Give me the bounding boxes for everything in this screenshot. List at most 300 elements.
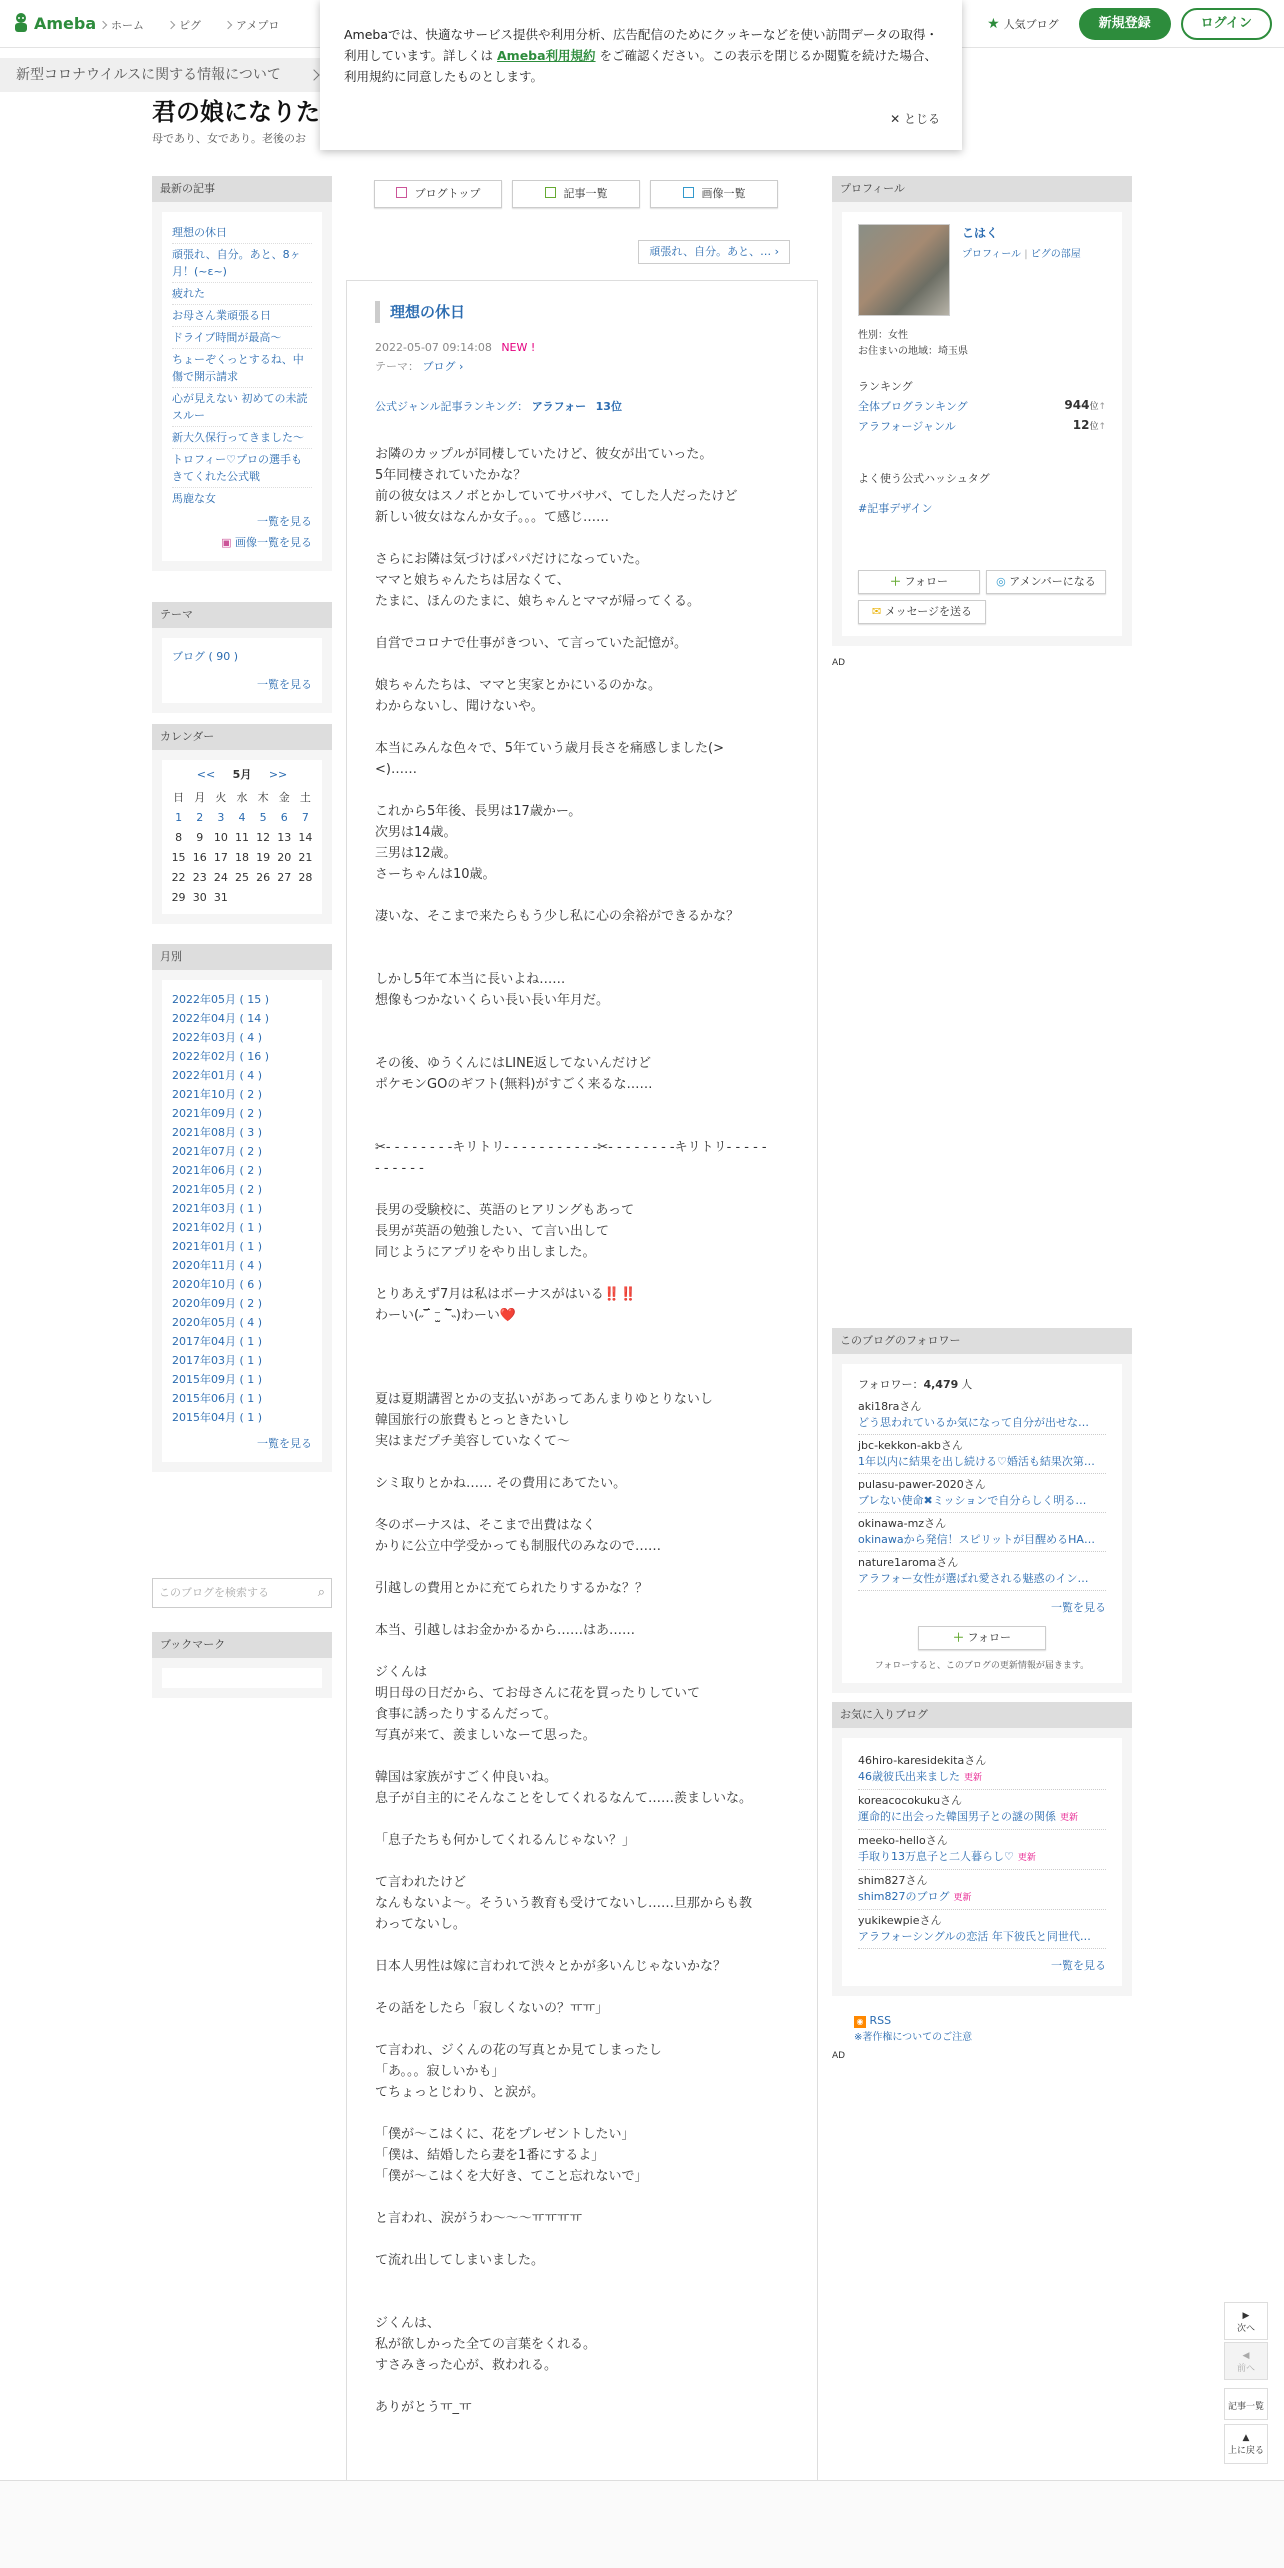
month-archive-link[interactable]: 2021年05月 ( 2 )	[172, 1183, 263, 1196]
calendar-day: 31	[213, 891, 228, 904]
blog-owner-name: shim827さん	[858, 1874, 928, 1887]
blog-owner-name: pulasu-pawer-2020さん	[858, 1478, 986, 1491]
amember-label: アメンバーになる	[1009, 575, 1096, 588]
triangle-left-icon: ◀	[1242, 2351, 1250, 2361]
article-paragraph: 自営でコロナで仕事がきつい、て言っていた記憶が。	[375, 636, 688, 651]
article-paragraph: て流れ出してしまいました。	[375, 2253, 545, 2268]
bookmark-heading: ブックマーク	[152, 1632, 332, 1658]
plus-icon: ＋	[953, 1631, 965, 1644]
blog-title-link[interactable]: ブレない使命✖ミッションで自分らしく明る…	[858, 1494, 1087, 1507]
blog-top-label: ブログトップ	[414, 187, 481, 200]
followers-more-link[interactable]: 一覧を見る	[1051, 1601, 1106, 1614]
article-paragraph	[375, 885, 789, 906]
calendar-day: 20	[277, 851, 292, 864]
blog-title-link[interactable]: shim827のブログ 更新	[858, 1890, 972, 1903]
theme-more-link[interactable]: 一覧を見る	[257, 678, 312, 691]
nav-pigg[interactable]: ピグ	[168, 17, 201, 33]
blog-owner-name: nature1aromaさん	[858, 1556, 959, 1569]
blog-nav-buttons	[334, 180, 818, 208]
blog-list-item[interactable]	[858, 1870, 1106, 1910]
login-button[interactable]: ログイン	[1181, 8, 1272, 40]
month-archive-item[interactable]	[172, 1370, 312, 1389]
calendar-weekday: 木	[257, 791, 269, 804]
calendar-day: 13	[277, 831, 292, 844]
month-archive-item[interactable]	[172, 1066, 312, 1085]
update-badge: 更新	[964, 1773, 983, 1783]
article-paragraph: 日本人男性は嫁に言われて渋々とかが多いんじゃないかな？	[375, 1959, 727, 1974]
calendar-day: 18	[234, 851, 249, 864]
article-paragraph	[375, 2292, 789, 2313]
article-paragraph: てちょっとじわり、と涙が。	[375, 2085, 545, 2100]
article-paragraph	[375, 1368, 789, 1389]
image-list-label: 画像一覧	[701, 187, 746, 200]
article-paragraph: 長男が英語の勉強したい、て言い出して	[375, 1224, 610, 1239]
recent-more-link[interactable]: 一覧を見る	[257, 515, 312, 528]
rss-link[interactable]: RSS	[869, 2014, 892, 2027]
update-badge: 更新	[1017, 1853, 1036, 1863]
calendar-day: 21	[298, 851, 313, 864]
article-paragraph	[375, 2103, 789, 2124]
article-paragraph: て言われ、ジくんの花の写真とか見てしまったし	[375, 2043, 662, 2058]
search-icon[interactable]: ⌕	[317, 1585, 325, 1600]
blog-title-link[interactable]: okinawaから発信！スピリットが目醒めるHA…	[858, 1533, 1095, 1546]
overall-ranking-value: 944	[1064, 398, 1090, 412]
blog-title-link[interactable]: 1年以内に結果を出し続ける♡婚活も結果次第…	[858, 1455, 1095, 1468]
overall-ranking-link[interactable]: 全体ブログランキング	[858, 400, 968, 413]
calendar-next-link[interactable]: >>	[268, 768, 288, 781]
article-paragraph	[375, 780, 789, 801]
profile-box: プロフィール こはく プロフィール | ピグの部屋 性別：女性 お住まいの地域：埼玉県 ランキング 全体ブログランキング 944位↑ アラフォージャンル 12位↑ よく使う公式ハッシュタグ #記事デザイン ＋ フォロー ◎ アメンバーになる ✉ メッセージを送る AD	[832, 176, 1132, 668]
article-paragraph	[375, 1326, 789, 1347]
followers-label: フォロワー：	[858, 1378, 924, 1391]
article-paragraph: 5年同棲されていたかな？	[375, 468, 527, 483]
month-archive-item[interactable]	[172, 1085, 312, 1104]
article-paragraph	[375, 927, 789, 948]
article-paragraph: すさみきった心が、救われる。	[375, 2358, 558, 2373]
theme-heading: テーマ	[152, 602, 332, 628]
article-paragraph: 韓国は家族がすごく仲良いね。	[375, 1770, 558, 1785]
month-archive-item[interactable]	[172, 990, 312, 1009]
blog-owner-name: yukikewpieさん	[858, 1914, 942, 1927]
prev-article-side-button[interactable]	[1224, 2342, 1268, 2380]
article-paragraph: 息子が自主的にそんなことをしてくれるなんて……羨ましいな。	[375, 1791, 753, 1806]
triangle-right-icon: ▶	[1242, 2311, 1250, 2321]
blog-list-item[interactable]	[858, 1750, 1106, 1790]
month-archive-link[interactable]: 2021年10月 ( 2 )	[172, 1088, 263, 1101]
favorite-blogs-list	[858, 1750, 1106, 1949]
genre-ranking-genre: アラフォー	[531, 400, 587, 413]
blog-title-link[interactable]: アラフォーシングルの恋活 年下彼氏と同世代…	[858, 1930, 1091, 1943]
month-archive-item[interactable]	[172, 1180, 312, 1199]
calendar-heading: カレンダー	[152, 724, 332, 750]
calendar-day: 19	[256, 851, 271, 864]
hashtag-link[interactable]: #記事デザイン	[858, 502, 933, 515]
article-paragraph: 夏は夏期講習とかの支払いがあってあんまりゆとりないし	[375, 1392, 713, 1407]
home-icon	[396, 187, 407, 198]
theme-link-blog[interactable]: ブログ ( 90 )	[172, 650, 239, 663]
month-archive-item[interactable]	[172, 1009, 312, 1028]
recent-article-link[interactable]: トロフィー♡プロの選手もきてくれた公式戦	[172, 453, 302, 483]
blog-list-item[interactable]	[858, 1790, 1106, 1830]
logo-text: Ameba	[34, 13, 97, 33]
recent-article-item[interactable]	[172, 305, 312, 327]
calendar-prev-link[interactable]: <<	[196, 768, 216, 781]
article-paragraph	[375, 2229, 789, 2250]
month-archive-link[interactable]: 2021年07月 ( 2 )	[172, 1145, 263, 1158]
favorite-blogs-box	[832, 1702, 1132, 2061]
month-archive-item[interactable]	[172, 1161, 312, 1180]
profile-heading: プロフィール	[832, 176, 1132, 202]
month-archive-link[interactable]: 2015年04月 ( 1 )	[172, 1411, 263, 1424]
blog-title-link[interactable]: アラフォー女性が選ばれ愛される魅惑のイン…	[858, 1572, 1089, 1585]
article-paragraph: わってないし。	[375, 1917, 466, 1932]
article-paragraph	[375, 1095, 789, 1116]
blog-list-item[interactable]	[858, 1552, 1106, 1591]
fav-more-link[interactable]: 一覧を見る	[1051, 1959, 1106, 1972]
blog-owner-name: meeko-helloさん	[858, 1834, 948, 1847]
calendar-day: 24	[213, 871, 228, 884]
article-paragraph: 私が欲しかった全ての言葉をくれる。	[375, 2337, 597, 2352]
article-date	[375, 341, 789, 354]
ameba-mascot-icon	[12, 12, 30, 34]
month-archive-item[interactable]	[172, 1047, 312, 1066]
followers-unit: 人	[961, 1378, 973, 1391]
follow-button[interactable]	[858, 570, 980, 594]
calendar-weekday: 火	[215, 791, 227, 804]
article-paragraph: お隣のカップルが同棲していたけど、彼女が出ていった。	[375, 447, 713, 462]
month-archive-item[interactable]	[172, 1332, 312, 1351]
recent-article-item[interactable]	[172, 427, 312, 449]
month-archive-item[interactable]	[172, 1408, 312, 1427]
article-paragraph	[375, 1011, 789, 1032]
popular-blog-label: 人気ブログ	[1003, 18, 1059, 31]
month-archive-link[interactable]: 2017年03月 ( 1 )	[172, 1354, 263, 1367]
plus-icon: ＋	[890, 575, 901, 588]
recent-article-item[interactable]	[172, 244, 312, 283]
blog-list-item[interactable]	[858, 1474, 1106, 1513]
article-paragraph	[375, 1032, 789, 1053]
recent-articles-list	[172, 222, 312, 509]
article-paragraph	[375, 1599, 789, 1620]
ranking-heading: ランキング	[858, 380, 913, 393]
article-datetime: 2022-05-07 09:14:08	[375, 341, 492, 354]
genre-ranking-link[interactable]: アラフォージャンル	[858, 420, 956, 433]
recent-article-item[interactable]	[172, 222, 312, 244]
month-archive-link[interactable]: 2015年06月 ( 1 )	[172, 1392, 263, 1405]
blog-title-link[interactable]: 46歳彼氏出来ました 更新	[858, 1770, 983, 1783]
side-top-label: 上に戻る	[1227, 2446, 1264, 2456]
recent-article-link[interactable]: ドライブ時間が最高〜	[172, 331, 282, 344]
month-archive-link[interactable]: 2020年11月 ( 4 )	[172, 1259, 263, 1272]
article-paragraph: ママと娘ちゃんたちは居なくて、	[375, 573, 570, 588]
month-archive-item[interactable]	[172, 1104, 312, 1123]
month-archive-link[interactable]: 2022年03月 ( 4 )	[172, 1031, 263, 1044]
article-paragraph: 「僕が〜こはくに、花をプレゼントしたい」	[375, 2127, 635, 2142]
profile-link[interactable]: プロフィール	[962, 249, 1021, 260]
month-archive-item[interactable]	[172, 1218, 312, 1237]
profile-avatar[interactable]	[858, 224, 950, 316]
follower-list	[858, 1396, 1106, 1591]
article-paragraph	[375, 528, 789, 549]
article-list-button[interactable]	[512, 180, 640, 208]
article-paragraph: - - - - - -	[375, 1161, 424, 1176]
article-list-side-button[interactable]	[1224, 2388, 1268, 2420]
update-badge: 更新	[953, 1893, 972, 1903]
recent-article-item[interactable]	[172, 449, 312, 488]
recent-article-link[interactable]: 理想の休日	[172, 226, 227, 239]
calendar-day: 16	[192, 851, 207, 864]
article-paragraph: たまに、ほんのたまに、娘ちゃんとママが帰ってくる。	[375, 594, 701, 609]
blog-search-input[interactable]	[152, 1578, 332, 1608]
genre-ranking[interactable]	[375, 398, 789, 414]
article-paragraph: 本当にみんな色々で、5年ていう歳月長さを痛感しました(>	[375, 741, 724, 756]
month-archive-item[interactable]	[172, 1199, 312, 1218]
article-paragraph: ジくんは	[375, 1665, 428, 1680]
cookie-notice	[320, 0, 962, 150]
ad-label-2: AD	[832, 2051, 846, 2061]
calendar-day: 28	[298, 871, 313, 884]
covid-info-banner[interactable]: 新型コロナウイルスに関する情報について	[0, 58, 330, 92]
month-archive-item[interactable]	[172, 1351, 312, 1370]
recent-article-link[interactable]: 疲れた	[172, 287, 205, 300]
message-button[interactable]	[858, 600, 986, 624]
blog-title[interactable]: 君の娘になりた	[152, 97, 320, 126]
side-next-label: 次へ	[1236, 2324, 1255, 2334]
blog-list-item[interactable]	[858, 1396, 1106, 1435]
article-paragraph: 娘ちゃんたちは、ママと実家とかにいるのかな。	[375, 678, 662, 693]
calendar-day[interactable]: 2	[196, 811, 204, 824]
article-paragraph: 本当、引越しはお金かかるから……はあ……	[375, 1623, 636, 1638]
bookmark-box	[152, 1632, 332, 1698]
month-archive-item[interactable]	[172, 1275, 312, 1294]
article-theme	[375, 358, 789, 374]
month-archive-item[interactable]	[172, 1256, 312, 1275]
month-archive-link[interactable]: 2022年05月 ( 15 )	[172, 993, 270, 1006]
recent-article-link[interactable]: 馬鹿な女	[172, 492, 216, 505]
article-paragraph	[375, 2019, 789, 2040]
calendar-day[interactable]: 1	[175, 811, 183, 824]
calendar-day: 25	[234, 871, 249, 884]
cookie-close-button[interactable]	[890, 109, 940, 130]
recent-article-item[interactable]	[172, 327, 312, 349]
calendar-weekday: 土	[299, 791, 311, 804]
recent-article-item[interactable]	[172, 283, 312, 305]
calendar-day[interactable]: 7	[301, 811, 309, 824]
article-title[interactable]: 理想の休日	[375, 301, 789, 323]
blog-owner-name: jbc-kekkon-akbさん	[858, 1439, 963, 1452]
article-paragraph	[375, 612, 789, 633]
month-archive-link[interactable]: 2021年09月 ( 2 )	[172, 1107, 263, 1120]
calendar-day: 29	[171, 891, 186, 904]
recent-articles-box	[152, 176, 332, 571]
recent-article-item[interactable]	[172, 488, 312, 509]
recent-article-item[interactable]	[172, 388, 312, 427]
genre-ranking-label: 公式ジャンル記事ランキング：	[375, 400, 529, 413]
article-paragraph: なんもないよ〜。そういう教育も受けてないし……旦那からも教	[375, 1896, 753, 1911]
side-prev-label: 前へ	[1236, 2364, 1255, 2374]
blog-list-item[interactable]	[858, 1513, 1106, 1552]
month-archive-link[interactable]: 2015年09月 ( 1 )	[172, 1373, 263, 1386]
article-paragraph	[375, 1851, 789, 1872]
article-paragraph: さらにお隣は気づけばパパだけになっていた。	[375, 552, 649, 567]
recent-article-link[interactable]: 新大久保行ってきました〜	[172, 431, 304, 444]
calendar-day[interactable]: 3	[217, 811, 225, 824]
article-paragraph: 実はまだプチ美容していなくて〜	[375, 1434, 571, 1449]
month-archive-link[interactable]: 2020年10月 ( 6 )	[172, 1278, 263, 1291]
profile-name[interactable]: こはく	[962, 226, 999, 240]
copyright-link[interactable]: ※著作権についてのご注意	[854, 2032, 973, 2043]
recent-article-link[interactable]: お母さん業頑張る日	[172, 309, 271, 322]
article-paragraph: て言われたけど	[375, 1875, 467, 1890]
article-paragraph	[375, 1557, 789, 1578]
blog-description: 母であり、女であり。老後のお	[152, 132, 306, 145]
images-more-link[interactable]: 画像一覧を見る	[235, 536, 312, 549]
blog-list-item[interactable]	[858, 1910, 1106, 1949]
article-list-label: 記事一覧	[563, 187, 608, 200]
terms-link[interactable]: Ameba利用規約	[497, 48, 596, 63]
recent-article-link[interactable]: 心が見えない 初めての未読スルー	[172, 392, 308, 422]
calendar-day	[231, 888, 252, 908]
signup-button[interactable]: 新規登録	[1079, 8, 1171, 40]
calendar-weekday: 水	[236, 791, 248, 804]
article-paragraph: ありがとうㅠ_ㅠ	[375, 2400, 472, 2415]
month-archive-link[interactable]: 2021年03月 ( 1 )	[172, 1202, 263, 1215]
nav-home[interactable]: ホーム	[100, 17, 144, 33]
calendar-day: 9	[196, 831, 204, 844]
article-paragraph	[375, 2376, 789, 2397]
article-paragraph: その話をしたら「寂しくないの？ㅠㅠ」	[375, 2001, 609, 2016]
month-archive-item[interactable]	[172, 1389, 312, 1408]
popular-blog-link[interactable]	[987, 16, 1059, 32]
nav-amepro[interactable]: アメプロ	[225, 17, 279, 33]
calendar-day: 12	[256, 831, 271, 844]
monthly-archive-list	[172, 990, 312, 1427]
article-paragraph: 食事に誘ったりするんだって。	[375, 1707, 557, 1722]
follow-label-2: フォロー	[967, 1631, 1011, 1644]
article-paragraph	[375, 1935, 789, 1956]
calendar-day: 11	[234, 831, 249, 844]
theme-label: テーマ：	[375, 360, 419, 373]
blog-title-link[interactable]: どう思われているか気になって自分が出せな…	[858, 1416, 1089, 1429]
rss-icon: ◉	[854, 2016, 866, 2028]
month-archive-link[interactable]: 2020年09月 ( 2 )	[172, 1297, 263, 1310]
calendar-weekday: 月	[194, 791, 206, 804]
month-archive-item[interactable]	[172, 1142, 312, 1161]
close-icon: ✕	[890, 112, 901, 126]
blog-title-link[interactable]: 運命的に出会った韓国男子との謎の関係 更新	[858, 1810, 1079, 1823]
article-paragraph: 冬のボーナスは、そこまで出費はなく	[375, 1518, 596, 1533]
blog-list-item[interactable]	[858, 1435, 1106, 1474]
article-paragraph: 想像もつかないくらい長い長い年月だ。	[375, 993, 610, 1008]
calendar-day[interactable]: 5	[259, 811, 267, 824]
article-paragraph: しかし5年て本当に長いよね……	[375, 972, 566, 987]
recent-article-link[interactable]: 頑張れ、自分。あと、8ヶ月！(~ε~)	[172, 248, 301, 278]
blog-top-button[interactable]	[374, 180, 502, 208]
calendar-day: 26	[256, 871, 271, 884]
month-archive-item[interactable]	[172, 1028, 312, 1047]
article-paragraph	[375, 654, 789, 675]
article-paragraph	[375, 717, 789, 738]
month-archive-item[interactable]	[172, 1123, 312, 1142]
image-list-button[interactable]	[650, 180, 778, 208]
follow-note: フォローすると、このブログの更新情報が届きます。	[874, 1661, 1090, 1671]
article-paragraph	[375, 2271, 789, 2292]
month-archive-link[interactable]: 2021年06月 ( 2 )	[172, 1164, 263, 1177]
calendar-day[interactable]: 4	[238, 811, 246, 824]
star-icon: ★	[987, 16, 1000, 32]
blog-list-item[interactable]	[858, 1830, 1106, 1870]
next-article-side-button[interactable]	[1224, 2302, 1268, 2340]
article-theme-link[interactable]: ブログ	[422, 360, 456, 373]
new-badge: NEW !	[501, 341, 536, 354]
article-paragraph: 「息子たちも何かしてくれるんじゃない？」	[375, 1833, 636, 1848]
next-article-button[interactable]	[638, 240, 790, 264]
calendar-day: 30	[192, 891, 207, 904]
cookie-close-label: とじる	[903, 112, 940, 126]
month-archive-item[interactable]	[172, 1294, 312, 1313]
calendar-day: 17	[213, 851, 228, 864]
article-paragraph: 韓国旅行の旅費もとっときたいし	[375, 1413, 570, 1428]
genre-ranking-position: 13位	[595, 400, 622, 413]
chevron-right-icon: ›	[774, 245, 779, 258]
monthly-archive-box	[152, 944, 332, 1472]
month-more-link[interactable]: 一覧を見る	[257, 1437, 312, 1450]
recent-article-item[interactable]	[172, 349, 312, 388]
follow-button-2[interactable]	[918, 1626, 1046, 1650]
calendar-table	[168, 788, 316, 908]
profile-gender: 性別：女性	[858, 330, 908, 341]
article-paragraph	[375, 1977, 789, 1998]
month-archive-link[interactable]: 2022年02月 ( 16 )	[172, 1050, 270, 1063]
genre-ranking-value: 12	[1072, 418, 1090, 432]
camera-icon	[683, 187, 694, 198]
month-archive-link[interactable]: 2021年01月 ( 1 )	[172, 1240, 263, 1253]
rank-unit-2: 位	[1089, 422, 1099, 432]
ameba-logo[interactable]	[12, 12, 96, 34]
main-content	[346, 180, 818, 2415]
monthly-archive-heading: 月別	[152, 944, 332, 970]
month-archive-link[interactable]: 2021年02月 ( 1 )	[172, 1221, 263, 1234]
rank-up-icon: ↑	[1098, 402, 1106, 412]
month-archive-link[interactable]: 2022年04月 ( 14 )	[172, 1012, 270, 1025]
month-archive-item[interactable]	[172, 1237, 312, 1256]
article-paragraph: 凄いな、そこまで来たらもう少し私に心の余裕ができるかな？	[375, 909, 740, 924]
calendar-day[interactable]: 6	[280, 811, 288, 824]
article-paragraph	[375, 1746, 789, 1767]
article-paragraph: 新しい彼女はなんか女子。。。て感じ……	[375, 510, 610, 525]
calendar-day: 10	[213, 831, 228, 844]
back-to-top-button[interactable]	[1224, 2424, 1268, 2464]
follow-label: フォロー	[904, 575, 948, 588]
month-archive-item[interactable]	[172, 1313, 312, 1332]
recent-article-link[interactable]: ちょーぞくっとするね、中傷で開示請求	[172, 353, 304, 383]
month-archive-link[interactable]: 2021年08月 ( 3 )	[172, 1126, 263, 1139]
article-paragraph: その後、ゆうくんにはLINE返してないんだけど	[375, 1056, 652, 1071]
article-paragraph: 写真が来て、羨ましいなーて思った。	[375, 1728, 596, 1743]
month-archive-link[interactable]: 2017年04月 ( 1 )	[172, 1335, 263, 1348]
article-body	[375, 444, 789, 2418]
amember-button[interactable]	[986, 570, 1106, 594]
month-archive-link[interactable]: 2020年05月 ( 4 )	[172, 1316, 263, 1329]
month-archive-link[interactable]: 2022年01月 ( 4 )	[172, 1069, 263, 1082]
envelope-icon: ✉	[871, 605, 882, 618]
article-paragraph	[375, 1179, 789, 1200]
pigg-room-link[interactable]: ピグの部屋	[1030, 249, 1081, 260]
calendar-day: 15	[171, 851, 186, 864]
article	[346, 280, 818, 2480]
article-paragraph: 三男は12歳。	[375, 846, 457, 861]
blog-title-link[interactable]: 手取り13万息子と二人暮らし♡ 更新	[858, 1850, 1036, 1863]
